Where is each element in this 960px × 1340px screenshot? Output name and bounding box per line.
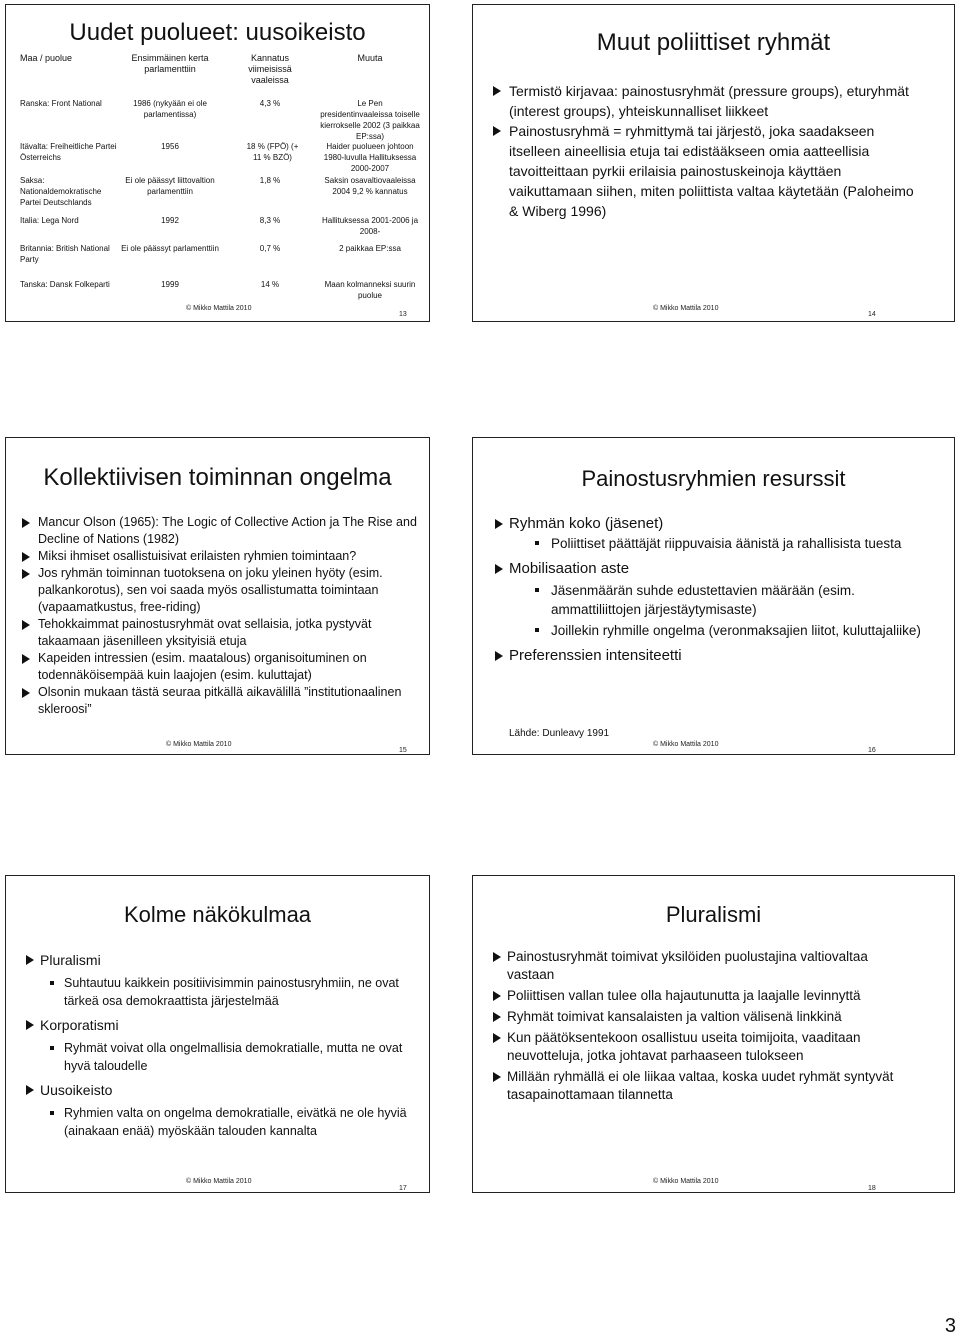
slide-footer: © Mikko Mattila 2010	[653, 1178, 719, 1185]
square-bullet-icon	[535, 588, 539, 592]
table-cell: Ei ole päässyt liittovaltion parlamenttiin	[125, 176, 215, 196]
slide-number: 15	[399, 747, 407, 754]
list-item-text: Olsonin mukaan tästä seuraa pitkällä aikavälillä ”institutionaalinen skleroosi”	[38, 685, 402, 716]
sub-list-item-text: Poliittiset päättäjät riippuvaisia äänistä ja rahallisista tuesta	[551, 536, 902, 551]
slide-17	[5, 875, 430, 1193]
sub-list-item-text: Ryhmien valta on ongelma demokratialle, eivätkä ne ole hyviä (ainakaan enää) myöskään talouden kannalta	[64, 1106, 407, 1138]
slide-footer: © Mikko Mattila 2010	[653, 741, 719, 748]
page-number: 3	[944, 1315, 956, 1337]
list-item	[26, 1081, 421, 1100]
table-cell: Maan kolmanneksi suurin puolue	[324, 280, 416, 300]
table-cell: 4,3 %	[259, 99, 281, 108]
bullet-list	[495, 514, 935, 666]
party-table	[20, 53, 420, 303]
list-item-text: Miksi ihmiset osallistuisivat erilaisten ryhmien toimintaan?	[38, 549, 357, 563]
square-bullet-icon	[535, 541, 539, 545]
table-cell: Ranska: Front National	[20, 99, 102, 108]
list-item-text: Mancur Olson (1965): The Logic of Collective Action ja The Rise and Decline of Nations (1982)	[38, 515, 417, 546]
arrow-icon	[22, 552, 30, 562]
sub-list-item-text: Jäsenmäärän suhde edustettavien määrään (esim. ammattiliittojen järjestäytymisaste)	[551, 583, 855, 617]
slide-number: 18	[868, 1185, 876, 1192]
list-item	[493, 81, 923, 121]
slide-title: Uudet puolueet: uusoikeisto	[69, 19, 366, 46]
sub-list-item-text: Suhtautuu kaikkein positiivisimmin painostusryhmiin, ne ovat tärkeä osa demokraattista järjestelmää	[64, 976, 399, 1008]
list-item-text: Preferenssien intensiteetti	[509, 647, 682, 664]
table-cell: 8,3 %	[259, 216, 281, 225]
slide-number: 16	[868, 747, 876, 754]
slide-footer: © Mikko Mattila 2010	[653, 305, 719, 312]
slide-footer: © Mikko Mattila 2010	[166, 741, 232, 748]
list-item	[22, 684, 417, 718]
slide-title: Painostusryhmien resurssit	[581, 466, 846, 491]
source-note: Lähde: Dunleavy 1991	[509, 728, 610, 739]
square-bullet-icon	[50, 1046, 54, 1050]
sub-list-item	[26, 1104, 421, 1140]
list-item	[26, 1016, 421, 1035]
square-bullet-icon	[50, 981, 54, 985]
table-cell: 1992	[161, 216, 179, 225]
slide-15	[5, 437, 430, 755]
table-cell: 1956	[161, 142, 179, 151]
list-item	[22, 548, 417, 565]
arrow-icon	[493, 126, 501, 136]
sub-list-item	[26, 1039, 421, 1075]
list-item-text: Kun päätöksentekoon osallistuu useita toimijoita, vaaditaan neuvotteluja, jotka johtavat parhaaseen tulokseen	[507, 1030, 861, 1063]
square-bullet-icon	[535, 628, 539, 632]
table-cell: 14 %	[260, 280, 280, 289]
list-item-text: Ryhmän koko (jäsenet)	[509, 515, 664, 532]
slide-title: Pluralismi	[665, 902, 762, 927]
arrow-icon	[26, 955, 34, 965]
slide-title: Kolme näkökulmaa	[123, 902, 312, 927]
arrow-icon	[26, 1020, 34, 1030]
list-item-text: Pluralismi	[40, 952, 101, 968]
table-header: Muuta	[357, 53, 383, 63]
list-item-text: Jos ryhmän toiminnan tuotoksena on joku yleinen hyöty (esim. palkankorotus), sen voi saada myös osallistumatta toimintaan (vapaamatkustus, free-riding)	[38, 566, 383, 614]
table-cell: 1,8 %	[259, 176, 281, 185]
slide-title: Muut poliittiset ryhmät	[596, 29, 831, 56]
sub-list-item	[495, 581, 935, 619]
list-item-text: Poliittisen vallan tulee olla hajautunutta ja laajalle levinnyttä	[507, 988, 861, 1003]
list-item	[493, 121, 923, 221]
arrow-icon	[493, 86, 501, 96]
arrow-icon	[22, 620, 30, 630]
arrow-icon	[495, 651, 503, 661]
list-item	[22, 565, 417, 616]
bullet-list	[493, 81, 923, 221]
sub-list-item-text: Joillekin ryhmille ongelma (veronmaksajien liitot, kuluttajaliike)	[551, 623, 921, 638]
list-item	[495, 514, 935, 534]
table-cell: 2 paikkaa EP:ssa	[339, 244, 401, 253]
list-item	[22, 616, 417, 650]
arrow-icon	[22, 688, 30, 698]
table-header: Kannatus viimeisissä vaaleissa	[248, 53, 292, 85]
list-item-text: Korporatismi	[40, 1017, 119, 1033]
arrow-icon	[495, 519, 503, 529]
list-item	[22, 650, 417, 684]
square-bullet-icon	[50, 1111, 54, 1115]
table-header: Maa / puolue	[20, 53, 73, 63]
arrow-icon	[22, 569, 30, 579]
table-cell: Ei ole päässyt parlamenttiin	[121, 244, 219, 253]
table-cell: 1986 (nykyään ei ole parlamentissa)	[133, 99, 207, 119]
arrow-icon	[22, 654, 30, 664]
table-cell: 1999	[161, 280, 179, 289]
list-item-text: Kapeiden intressien (esim. maatalous) organisoituminen on todennäköisempää kuin laajojen (esim. kuluttajat)	[38, 651, 367, 682]
slide-footer: © Mikko Mattila 2010	[186, 305, 252, 312]
slide-number: 14	[868, 311, 876, 318]
list-item-text: Uusoikeisto	[40, 1082, 113, 1098]
list-item-text: Termistö kirjavaa: painostusryhmät (pressure groups), eturyhmät (interest groups), yhteiskunnalliset liikkeet	[509, 83, 909, 119]
list-item	[493, 948, 903, 984]
table-cell: 0,7 %	[259, 244, 281, 253]
table-cell: Saksa: Nationaldemokratische Partei Deutschlands	[20, 176, 102, 207]
list-item	[495, 559, 935, 579]
sub-list-item	[495, 534, 935, 553]
list-item	[493, 987, 903, 1005]
table-cell: Tanska: Dansk Folkeparti	[20, 280, 110, 289]
list-item-text: Tehokkaimmat painostusryhmät ovat sellaisia, jotka pystyvät takaamaan jäsenilleen yksityisiä etuja	[38, 617, 372, 648]
arrow-icon	[26, 1085, 34, 1095]
table-cell: Haider puolueen johtoon 1980-luvulla Hallituksessa 2000-2007	[323, 142, 417, 173]
arrow-icon	[493, 1033, 501, 1043]
list-item	[22, 514, 417, 548]
slide-footer: © Mikko Mattila 2010	[186, 1178, 252, 1185]
slide-18	[472, 875, 955, 1193]
table-header: Ensimmäinen kerta parlamenttiin	[131, 53, 209, 74]
list-item-text: Mobilisaation aste	[509, 560, 630, 577]
sub-list-item	[26, 974, 421, 1010]
list-item	[26, 951, 421, 970]
table-cell: Itävalta: Freiheitliche Partei Österreichs	[20, 142, 117, 162]
arrow-icon	[493, 1012, 501, 1022]
list-item-text: Millään ryhmällä ei ole liikaa valtaa, koska uudet ryhmät syntyvät tasapainottamaan tilannetta	[507, 1069, 894, 1102]
arrow-icon	[493, 952, 501, 962]
slide-16	[472, 437, 955, 755]
slide-14	[472, 4, 955, 322]
bullet-list	[493, 948, 903, 1104]
slide-title: Kollektiivisen toiminnan ongelma	[43, 464, 392, 491]
list-item-text: Painostusryhmä = ryhmittymä tai järjestö, joka saadakseen itselleen aineellisia etuja tai edistääkseen omia aatteellisia tavoitteittaan pyrkii erilaisia painostuskeinoja käyttäen vaikuttamaan siihen, miten poliittista valtaa käytetään (Paloheimo & Wiberg 1996)	[509, 123, 914, 219]
slide-13	[5, 4, 430, 322]
slide-number: 17	[399, 1185, 407, 1192]
table-cell: Saksin osavaltiovaaleissa 2004 9,2 % kannatus	[324, 176, 416, 196]
list-item	[493, 1029, 903, 1065]
arrow-icon	[493, 1072, 501, 1082]
slide-number: 13	[399, 311, 407, 318]
list-item	[495, 646, 935, 666]
table-cell: Britannia: British National Party	[20, 244, 110, 264]
bullet-list	[22, 514, 417, 718]
table-cell: Le Pen presidentinvaaleissa toiselle kierrokselle 2002 (3 paikkaa EP:ssa)	[320, 99, 420, 141]
list-item	[493, 1008, 903, 1026]
arrow-icon	[495, 564, 503, 574]
list-item	[493, 1068, 903, 1104]
sub-list-item	[495, 621, 935, 640]
arrow-icon	[493, 991, 501, 1001]
arrow-icon	[22, 518, 30, 528]
list-item-text: Ryhmät toimivat kansalaisten ja valtion välisenä linkkinä	[507, 1009, 842, 1024]
bullet-list	[26, 951, 421, 1140]
list-item-text: Painostusryhmät toimivat yksilöiden puolustajina valtiovaltaa vastaan	[507, 949, 868, 982]
sub-list-item-text: Ryhmät voivat olla ongelmallisia demokratialle, mutta ne ovat hyvä taloudelle	[64, 1041, 403, 1073]
table-cell: Hallituksessa 2001-2006 ja 2008-	[321, 216, 419, 236]
table-cell: 18 % (FPÖ) (+ 11 % BZÖ)	[246, 142, 299, 162]
table-cell: Italia: Lega Nord	[20, 216, 79, 225]
